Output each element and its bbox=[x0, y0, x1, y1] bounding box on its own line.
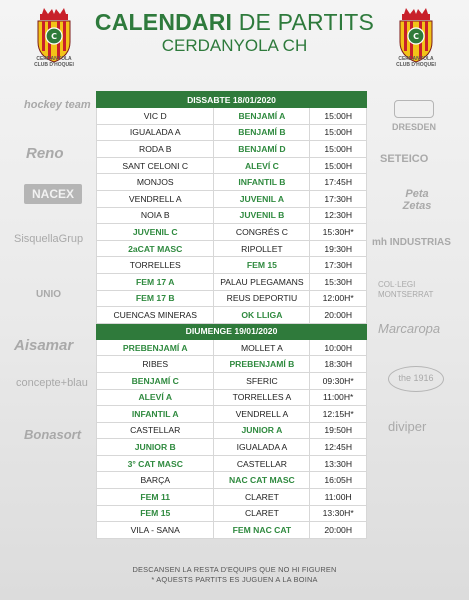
sponsor-1916-logo: the 1916 bbox=[388, 366, 444, 392]
match-time-cell: 15:00H bbox=[310, 141, 367, 158]
schedule-table bbox=[96, 91, 367, 539]
match-time-cell: 20:00H bbox=[310, 307, 367, 324]
sponsor-collegi-logo: COL·LEGI MONTSERRAT bbox=[378, 280, 434, 299]
sponsor-dresden-logo: DRESDEN bbox=[392, 122, 437, 132]
home-team-cell: TORRELLES bbox=[97, 257, 214, 274]
page-title bbox=[0, 10, 469, 34]
away-team-cell: VENDRELL A bbox=[214, 406, 310, 423]
match-row bbox=[97, 108, 367, 125]
match-row bbox=[97, 339, 367, 356]
home-team-cell: JUVENIL C bbox=[97, 224, 214, 241]
crest-label-right: CERDANYOLA CLUB D'HOQUEI bbox=[396, 56, 436, 68]
home-team-cell: INFANTIL A bbox=[97, 406, 214, 423]
sponsor-marcaropa-logo: Marcaropa bbox=[378, 321, 441, 336]
away-team-cell: JUVENIL B bbox=[214, 207, 310, 224]
sponsor-dresden-mark-icon bbox=[394, 100, 434, 118]
match-time-cell: 17:30H bbox=[310, 190, 367, 207]
home-team-cell: CUENCAS MINERAS bbox=[97, 307, 214, 324]
sponsor-bonasort-logo: Bonasort bbox=[24, 427, 82, 442]
match-time-cell: 15:30H* bbox=[310, 224, 367, 241]
home-team-cell: RODA B bbox=[97, 141, 214, 158]
away-team-cell: CONGRÉS C bbox=[214, 224, 310, 241]
home-team-cell: ALEVÍ A bbox=[97, 389, 214, 406]
away-team-cell: OK LLIGA bbox=[214, 307, 310, 324]
day-header: DISSABTE 18/01/2020 bbox=[97, 92, 367, 108]
away-team-cell: NAC CAT MASC bbox=[214, 472, 310, 489]
match-row bbox=[97, 389, 367, 406]
match-row bbox=[97, 372, 367, 389]
home-team-cell: FEM 11 bbox=[97, 489, 214, 506]
match-row bbox=[97, 406, 367, 423]
match-row bbox=[97, 307, 367, 324]
match-row bbox=[97, 273, 367, 290]
match-time-cell: 15:30H bbox=[310, 273, 367, 290]
away-team-cell: RIPOLLET bbox=[214, 240, 310, 257]
match-row bbox=[97, 190, 367, 207]
svg-text:C: C bbox=[413, 32, 419, 41]
match-row bbox=[97, 157, 367, 174]
sponsor-aisamar-logo: Aisamar bbox=[14, 337, 74, 354]
away-team-cell: FEM NAC CAT bbox=[214, 522, 310, 539]
day-header: DIUMENGE 19/01/2020 bbox=[97, 323, 367, 339]
day-header-row bbox=[97, 323, 367, 339]
home-team-cell: CASTELLAR bbox=[97, 422, 214, 439]
sponsor-diviper-logo: diviper bbox=[388, 419, 427, 434]
sponsor-nacex-logo: NACEX bbox=[24, 184, 82, 204]
home-team-cell: FEM 15 bbox=[97, 505, 214, 522]
match-time-cell: 13:30H bbox=[310, 455, 367, 472]
footer-note-rest: DESCANSEN LA RESTA D'EQUIPS QUE NO HI FIGUREN bbox=[132, 565, 337, 574]
match-row bbox=[97, 422, 367, 439]
home-team-cell: IGUALADA A bbox=[97, 124, 214, 141]
match-row bbox=[97, 472, 367, 489]
match-time-cell: 19:50H bbox=[310, 422, 367, 439]
match-time-cell: 13:30H* bbox=[310, 505, 367, 522]
home-team-cell: VIC D bbox=[97, 108, 214, 125]
match-row bbox=[97, 505, 367, 522]
away-team-cell: MOLLET A bbox=[214, 339, 310, 356]
away-team-cell: CASTELLAR bbox=[214, 455, 310, 472]
home-team-cell: MONJOS bbox=[97, 174, 214, 191]
away-team-cell: CLARET bbox=[214, 489, 310, 506]
crest-label-left: CERDANYOLA CLUB D'HOQUEI bbox=[34, 56, 74, 68]
sponsor-petazetas-logo: Peta Zetas bbox=[402, 188, 432, 212]
match-row bbox=[97, 257, 367, 274]
match-time-cell: 15:00H bbox=[310, 108, 367, 125]
match-time-cell: 12:45H bbox=[310, 439, 367, 456]
home-team-cell: JUNIOR B bbox=[97, 439, 214, 456]
away-team-cell: BENJAMÍ B bbox=[214, 124, 310, 141]
home-team-cell: FEM 17 B bbox=[97, 290, 214, 307]
sponsor-concepte-logo: concepte+blau bbox=[16, 377, 88, 389]
home-team-cell: 2aCAT MASC bbox=[97, 240, 214, 257]
match-row bbox=[97, 290, 367, 307]
match-row bbox=[97, 522, 367, 539]
match-time-cell: 20:00H bbox=[310, 522, 367, 539]
away-team-cell: BENJAMÍ A bbox=[214, 108, 310, 125]
sponsor-mh-logo: mh INDUSTRIAS bbox=[372, 237, 451, 248]
home-team-cell: NOIA B bbox=[97, 207, 214, 224]
sponsor-seteico-logo: SETEICO bbox=[380, 153, 429, 165]
match-time-cell: 09:30H* bbox=[310, 372, 367, 389]
match-row bbox=[97, 489, 367, 506]
sponsor-sisquella-logo: SisquellaGrup bbox=[14, 233, 84, 245]
away-team-cell: INFANTIL B bbox=[214, 174, 310, 191]
match-row bbox=[97, 455, 367, 472]
away-team-cell: JUVENIL A bbox=[214, 190, 310, 207]
footer-note-boina: * AQUESTS PARTITS ES JUGUEN A LA BOINA bbox=[151, 575, 318, 584]
away-team-cell: FEM 15 bbox=[214, 257, 310, 274]
away-team-cell: CLARET bbox=[214, 505, 310, 522]
match-time-cell: 18:30H bbox=[310, 356, 367, 373]
home-team-cell: PREBENJAMÍ A bbox=[97, 339, 214, 356]
home-team-cell: FEM 17 A bbox=[97, 273, 214, 290]
match-time-cell: 12:15H* bbox=[310, 406, 367, 423]
sponsor-hockey-team-logo: hockey team bbox=[24, 99, 91, 111]
away-team-cell: SFERIC bbox=[214, 372, 310, 389]
away-team-cell: ALEVÍ C bbox=[214, 157, 310, 174]
match-row bbox=[97, 124, 367, 141]
home-team-cell: 3° CAT MASC bbox=[97, 455, 214, 472]
home-team-cell: VILA - SANA bbox=[97, 522, 214, 539]
day-header-row bbox=[97, 92, 367, 108]
match-row bbox=[97, 141, 367, 158]
away-team-cell: PREBENJAMÍ B bbox=[214, 356, 310, 373]
home-team-cell: SANT CELONI C bbox=[97, 157, 214, 174]
match-row bbox=[97, 207, 367, 224]
match-row bbox=[97, 439, 367, 456]
home-team-cell: VENDRELL A bbox=[97, 190, 214, 207]
away-team-cell: TORRELLES A bbox=[214, 389, 310, 406]
svg-text:C: C bbox=[51, 32, 57, 41]
match-row bbox=[97, 174, 367, 191]
match-time-cell: 15:00H bbox=[310, 124, 367, 141]
title-light: DE PARTITS bbox=[232, 9, 375, 35]
match-time-cell: 19:30H bbox=[310, 240, 367, 257]
match-row bbox=[97, 356, 367, 373]
away-team-cell: IGUALADA A bbox=[214, 439, 310, 456]
sponsor-union-logo: UNIO bbox=[36, 289, 61, 300]
match-time-cell: 15:00H bbox=[310, 157, 367, 174]
match-time-cell: 16:05H bbox=[310, 472, 367, 489]
away-team-cell: REUS DEPORTIU bbox=[214, 290, 310, 307]
home-team-cell: RIBES bbox=[97, 356, 214, 373]
match-time-cell: 12:00H* bbox=[310, 290, 367, 307]
match-time-cell: 17:30H bbox=[310, 257, 367, 274]
match-time-cell: 12:30H bbox=[310, 207, 367, 224]
sponsor-reno-logo: Reno bbox=[26, 145, 64, 162]
match-time-cell: 11:00H* bbox=[310, 389, 367, 406]
match-time-cell: 17:45H bbox=[310, 174, 367, 191]
away-team-cell: BENJAMÍ D bbox=[214, 141, 310, 158]
match-row bbox=[97, 240, 367, 257]
page-subtitle: CERDANYOLA CH bbox=[161, 36, 308, 55]
match-time-cell: 11:00H bbox=[310, 489, 367, 506]
match-row bbox=[97, 224, 367, 241]
match-time-cell: 10:00H bbox=[310, 339, 367, 356]
away-team-cell: PALAU PLEGAMANS bbox=[214, 273, 310, 290]
home-team-cell: BENJAMÍ C bbox=[97, 372, 214, 389]
title-bold: CALENDARI bbox=[94, 9, 233, 35]
away-team-cell: JUNIOR A bbox=[214, 422, 310, 439]
home-team-cell: BARÇA bbox=[97, 472, 214, 489]
